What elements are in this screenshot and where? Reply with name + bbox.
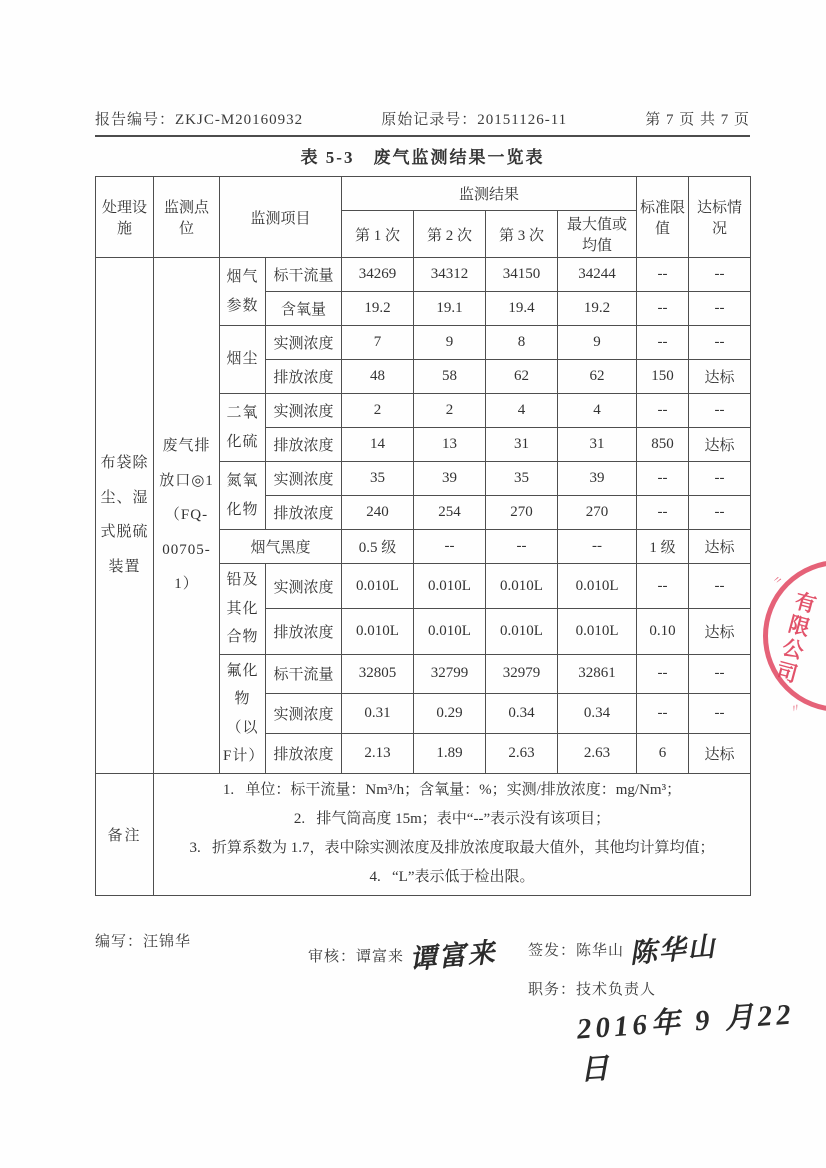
value-run1: 19.2 xyxy=(342,292,414,326)
date-line xyxy=(575,998,826,1087)
page-indicator: 第 7 页 共 7 页 xyxy=(645,112,750,128)
item-cell: 标干流量 xyxy=(266,258,342,292)
report-number-value: ZKJC-M20160932 xyxy=(175,112,304,128)
status-cell: 达标 xyxy=(689,609,751,654)
value-run1: 240 xyxy=(342,496,414,530)
col-header-run2: 第 2 次 xyxy=(414,211,486,258)
report-number xyxy=(95,108,303,129)
value-run2: 1.89 xyxy=(414,733,486,773)
author-name: 汪锦华 xyxy=(143,934,192,950)
value-run2: 34312 xyxy=(414,258,486,292)
job-title-line xyxy=(528,978,656,999)
value-run3: 62 xyxy=(486,360,558,394)
value-max: 62 xyxy=(558,360,637,394)
author-line xyxy=(95,930,191,951)
status-cell: -- xyxy=(689,394,751,428)
value-max: 2.63 xyxy=(558,733,637,773)
author-label: 编写： xyxy=(95,934,144,950)
table-title: 表 5-3 废气监测结果一览表 xyxy=(300,148,545,167)
limit-cell: -- xyxy=(637,326,689,360)
value-run1: 0.5 级 xyxy=(342,530,414,564)
value-run2: 0.010L xyxy=(414,609,486,654)
status-cell: -- xyxy=(689,292,751,326)
value-max: 39 xyxy=(558,462,637,496)
limit-cell: -- xyxy=(637,462,689,496)
note-line: 4. “L”表示低于检出限。 xyxy=(369,869,535,886)
item-cell: 实测浓度 xyxy=(266,462,342,496)
table-row xyxy=(96,258,751,292)
value-run1: 32805 xyxy=(342,654,414,694)
value-max: 9 xyxy=(558,326,637,360)
col-header-point: 监测点位 xyxy=(154,177,220,258)
status-cell: 达标 xyxy=(689,428,751,462)
limit-cell: -- xyxy=(637,496,689,530)
status-cell: 达标 xyxy=(689,360,751,394)
status-cell: -- xyxy=(689,654,751,694)
item-cell: 标干流量 xyxy=(266,654,342,694)
col-header-run3: 第 3 次 xyxy=(486,211,558,258)
status-cell: -- xyxy=(689,326,751,360)
reviewer-signature: 谭富来 xyxy=(408,937,498,975)
value-run3: 19.4 xyxy=(486,292,558,326)
status-cell: -- xyxy=(689,564,751,609)
col-header-status: 达标情况 xyxy=(689,177,751,258)
value-run1: 34269 xyxy=(342,258,414,292)
item-cell: 排放浓度 xyxy=(266,609,342,654)
company-seal-mark: 〃 xyxy=(788,701,804,717)
limit-cell: -- xyxy=(637,694,689,734)
item-cell: 实测浓度 xyxy=(266,564,342,609)
item-cell: 排放浓度 xyxy=(266,733,342,773)
group-dust: 烟尘 xyxy=(220,326,266,394)
value-run3: 32979 xyxy=(486,654,558,694)
status-cell: 达标 xyxy=(689,530,751,564)
emission-monitoring-table xyxy=(95,176,751,896)
item-cell: 排放浓度 xyxy=(266,496,342,530)
issuer-line xyxy=(528,924,718,969)
value-run3: 0.010L xyxy=(486,609,558,654)
value-max: 34244 xyxy=(558,258,637,292)
value-run2: 32799 xyxy=(414,654,486,694)
status-cell: 达标 xyxy=(689,733,751,773)
value-run2: 19.1 xyxy=(414,292,486,326)
limit-cell: 0.10 xyxy=(637,609,689,654)
limit-cell: -- xyxy=(637,258,689,292)
limit-cell: 6 xyxy=(637,733,689,773)
value-run2: 13 xyxy=(414,428,486,462)
value-run3: 31 xyxy=(486,428,558,462)
col-header-item: 监测项目 xyxy=(220,177,342,258)
note-line: 2. 排气筒高度 15m；表中“--”表示没有该项目； xyxy=(293,810,611,827)
facility-cell: 布袋除尘、湿式脱硫装置 xyxy=(96,258,154,774)
value-run1: 2.13 xyxy=(342,733,414,773)
value-run3: 2.63 xyxy=(486,733,558,773)
value-max: 270 xyxy=(558,496,637,530)
value-run1: 35 xyxy=(342,462,414,496)
value-run2: 254 xyxy=(414,496,486,530)
value-max: 0.010L xyxy=(558,564,637,609)
value-run2: 58 xyxy=(414,360,486,394)
handwritten-date: 2016年 9 月22日 xyxy=(575,998,796,1087)
group-fluoride: 氟化物（以F计） xyxy=(220,654,266,773)
col-header-run1: 第 1 次 xyxy=(342,211,414,258)
reviewer-label: 审核： xyxy=(308,949,357,965)
item-cell: 实测浓度 xyxy=(266,694,342,734)
company-seal-text: 有限公司 xyxy=(770,588,820,688)
reviewer-line xyxy=(308,930,498,975)
issuer-signature: 陈华山 xyxy=(628,931,718,969)
value-run2: 9 xyxy=(414,326,486,360)
job-title-value: 技术负责人 xyxy=(576,982,657,998)
header-row-1 xyxy=(96,177,751,211)
notes-label: 备注 xyxy=(96,773,154,895)
status-cell: -- xyxy=(689,496,751,530)
record-number-value: 20151126-11 xyxy=(477,112,568,128)
group-lead: 铅及其化合物 xyxy=(220,564,266,655)
monitoring-point-cell: 废气排放口◎1（FQ-00705-1） xyxy=(154,258,220,774)
value-run2: 39 xyxy=(414,462,486,496)
value-run1: 0.010L xyxy=(342,609,414,654)
value-run2: 0.29 xyxy=(414,694,486,734)
value-run1: 48 xyxy=(342,360,414,394)
report-meta-line xyxy=(95,108,750,137)
limit-cell: 1 级 xyxy=(637,530,689,564)
value-run2: 2 xyxy=(414,394,486,428)
item-cell: 排放浓度 xyxy=(266,360,342,394)
item-cell: 排放浓度 xyxy=(266,428,342,462)
value-run3: 34150 xyxy=(486,258,558,292)
value-max: 4 xyxy=(558,394,637,428)
job-title-label: 职务： xyxy=(528,982,577,998)
note-line: 3. 折算系数为 1.7，表中除实测浓度及排放浓度取最大值外，其他均计算均值； xyxy=(189,840,715,856)
group-so2: 二氧化硫 xyxy=(220,394,266,462)
value-max: 19.2 xyxy=(558,292,637,326)
record-number-label: 原始记录号： xyxy=(381,112,478,128)
col-header-facility: 处理设施 xyxy=(96,177,154,258)
value-max: 32861 xyxy=(558,654,637,694)
record-number xyxy=(381,108,567,129)
value-run1: 7 xyxy=(342,326,414,360)
value-run1: 14 xyxy=(342,428,414,462)
item-cell: 实测浓度 xyxy=(266,326,342,360)
group-flue-gas-params: 烟气参数 xyxy=(220,258,266,326)
limit-cell: 850 xyxy=(637,428,689,462)
value-run1: 0.010L xyxy=(342,564,414,609)
value-max: 31 xyxy=(558,428,637,462)
status-cell: -- xyxy=(689,462,751,496)
issuer-name: 陈华山 xyxy=(576,943,625,959)
value-run3: 270 xyxy=(486,496,558,530)
col-header-results: 监测结果 xyxy=(342,177,637,211)
company-seal-mark: 〃 xyxy=(769,572,785,589)
item-cell: 含氧量 xyxy=(266,292,342,326)
value-max: 0.34 xyxy=(558,694,637,734)
limit-cell: 150 xyxy=(637,360,689,394)
limit-cell: -- xyxy=(637,394,689,428)
value-run3: 0.34 xyxy=(486,694,558,734)
value-run3: -- xyxy=(486,530,558,564)
value-run2: 0.010L xyxy=(414,564,486,609)
reviewer-name: 谭富来 xyxy=(356,949,405,965)
value-run1: 2 xyxy=(342,394,414,428)
status-cell: -- xyxy=(689,694,751,734)
value-run1: 0.31 xyxy=(342,694,414,734)
value-run3: 35 xyxy=(486,462,558,496)
value-max: 0.010L xyxy=(558,609,637,654)
col-header-limit: 标准限值 xyxy=(637,177,689,258)
value-run2: -- xyxy=(414,530,486,564)
col-header-max-avg: 最大值或均值 xyxy=(558,211,637,258)
item-cell: 实测浓度 xyxy=(266,394,342,428)
issuer-label: 签发： xyxy=(528,943,577,959)
value-max: -- xyxy=(558,530,637,564)
value-run3: 8 xyxy=(486,326,558,360)
notes-cell xyxy=(154,773,751,895)
note-line: 1. 单位：标干流量：Nm³/h；含氧量：%；实测/排放浓度：mg/Nm³； xyxy=(222,781,682,798)
status-cell: -- xyxy=(689,258,751,292)
limit-cell: -- xyxy=(637,654,689,694)
notes-row xyxy=(96,773,751,895)
report-number-label: 报告编号： xyxy=(95,112,176,128)
group-nox: 氮氧化物 xyxy=(220,462,266,530)
limit-cell: -- xyxy=(637,292,689,326)
value-run3: 0.010L xyxy=(486,564,558,609)
item-blackness-cell: 烟气黑度 xyxy=(220,530,342,564)
limit-cell: -- xyxy=(637,564,689,609)
value-run3: 4 xyxy=(486,394,558,428)
